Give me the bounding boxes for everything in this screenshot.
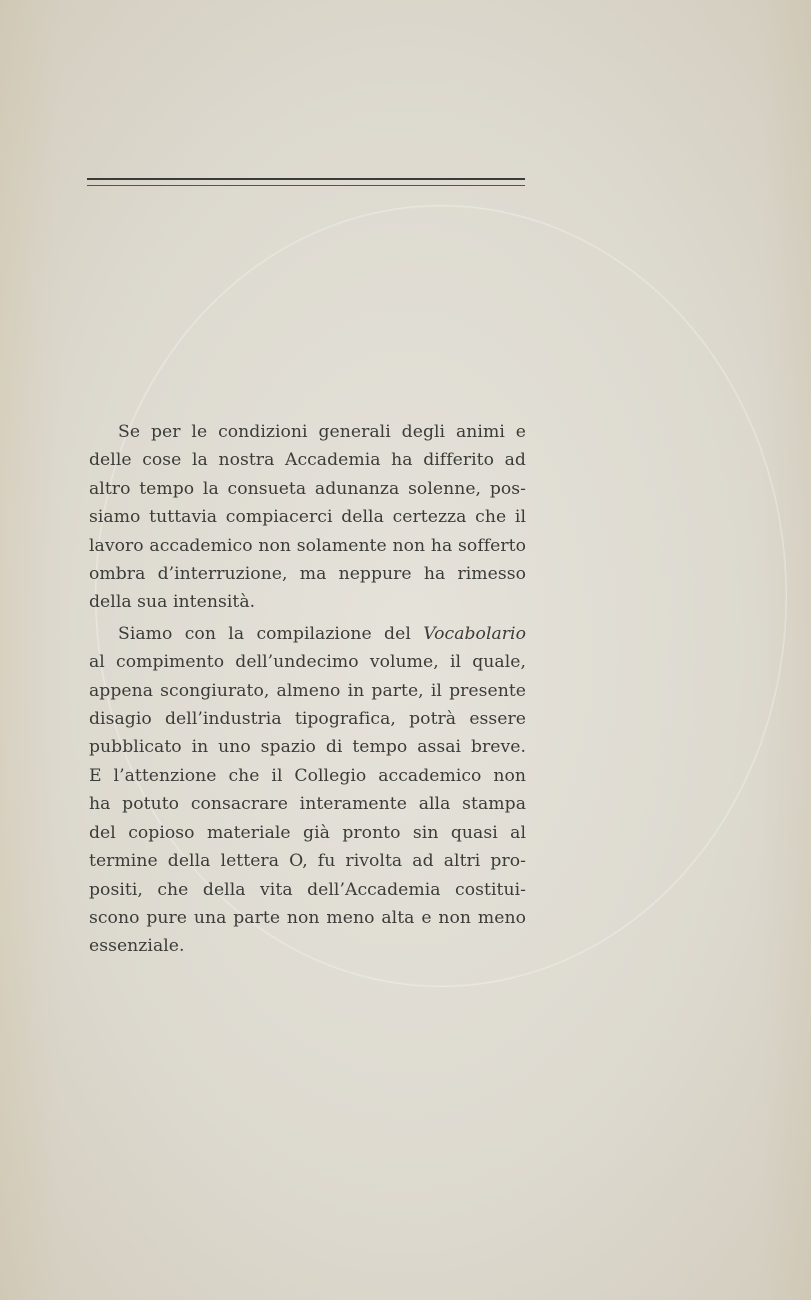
paragraph-1 (89, 418, 526, 617)
text-line: pubblicato in uno spazio di tempo assai breve. (89, 737, 526, 758)
text-run: Siamo con la compilazione del (118, 623, 424, 644)
text-line: siamo tuttavia compiacerci della certezza che il (89, 507, 526, 528)
text-line: altro tempo la consueta adunanza solenne, pos- (89, 478, 526, 499)
text-line: disagio dell’industria tipografica, potrà essere (89, 709, 526, 730)
italic-title: Vocabolario (423, 623, 526, 644)
text-line: Se per le condizioni generali degli animi e (118, 422, 526, 442)
text-line: positi, che della vita dell’Accademia costitui- (89, 879, 526, 900)
text-line: appena scongiurato, almeno in parte, il presente (89, 680, 526, 701)
text-line-first (89, 620, 526, 648)
text-line: scono pure una parte non meno alta e non meno (89, 907, 526, 928)
text-line: lavoro accademico non solamente non ha sofferto (89, 535, 526, 556)
text-line: termine della lettera O, fu rivolta ad altri pro- (89, 851, 526, 872)
text-line: delle cose la nostra Accademia ha differito ad (89, 450, 526, 471)
text-line: ha potuto consacrare interamente alla stampa (89, 794, 526, 815)
text-line: ombra d’interruzione, ma neppure ha rimesso (89, 564, 526, 585)
text-line: del copioso materiale già pronto sin quasi al (89, 822, 526, 843)
header-rule-thin (87, 185, 525, 186)
text-line: della sua intensità. (89, 592, 256, 613)
text-line: essenziale. (89, 936, 185, 957)
body-text (89, 418, 526, 961)
paragraph-2 (89, 620, 526, 961)
text-line: E l’attenzione che il Collegio accademico non (89, 765, 526, 786)
text-line: al compimento dell’undecimo volume, il quale, (89, 652, 526, 673)
header-rule-thick (87, 178, 525, 180)
